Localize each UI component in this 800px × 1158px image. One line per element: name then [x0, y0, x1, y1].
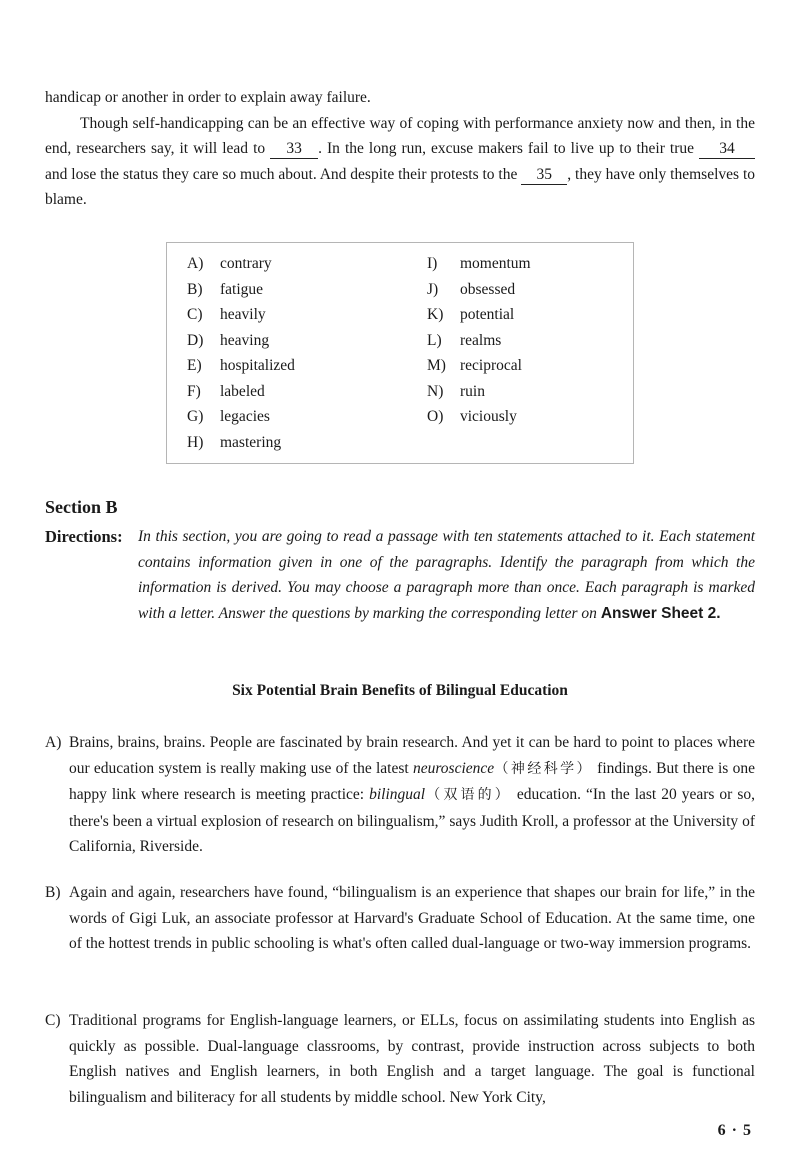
word-bank-item — [187, 277, 295, 303]
option-word: hospitalized — [220, 357, 295, 374]
glossed-term: bilingual — [369, 786, 426, 803]
option-letter: J) — [427, 280, 439, 298]
option-letter: L) — [427, 331, 442, 349]
word-bank-right-column — [427, 251, 531, 430]
intro-text-c: and lose the status they care so much about. And despite their protests to the — [45, 165, 522, 183]
option-word: viciously — [460, 408, 517, 425]
paragraph-text: findings. But there is one happy link where research is meeting practice: — [69, 759, 755, 803]
paragraph-text: Again and again, researchers have found, “bilingualism is an experience that shapes our brain for life,” in the words of Gigi Luk, an associate professor at Harvard's Graduate School of Education. At the same time, one of the hottest trends in public schooling is what's often called dual-language or two-way immersion programs. — [69, 884, 755, 952]
blank-35: 35 — [521, 166, 567, 185]
word-bank-item — [187, 430, 295, 456]
chinese-gloss: （双语的） — [425, 787, 512, 803]
intro-text-a: Though self-handicapping can be an effective way of coping with performance anxiety now and then, in the end, researchers say, it will lead to — [45, 114, 755, 157]
option-letter: M) — [427, 357, 446, 374]
option-word: obsessed — [460, 280, 516, 298]
option-letter: E) — [187, 357, 202, 374]
section-title: Section B — [45, 497, 118, 517]
option-word: potential — [460, 306, 515, 323]
word-bank-item — [187, 328, 295, 354]
word-bank-item — [187, 353, 295, 379]
word-bank-item — [187, 379, 295, 405]
option-word: contrary — [220, 255, 272, 272]
option-letter: C) — [187, 306, 203, 323]
paragraph-b — [45, 880, 755, 957]
paragraph-text: Brains, brains, brains. People are fascinated by brain research. And yet it can be hard to point to places where our education system is really making use of the latest — [69, 734, 755, 777]
option-letter: B) — [187, 280, 203, 298]
intro-passage — [45, 85, 755, 213]
paragraph-c — [45, 1008, 755, 1110]
directions-label: Directions: — [45, 527, 123, 546]
word-bank-left-column — [187, 251, 295, 455]
word-bank-item — [187, 251, 295, 277]
option-letter: K) — [427, 306, 444, 323]
word-bank-box — [166, 242, 634, 464]
option-letter: F) — [187, 382, 201, 400]
word-bank-item — [427, 353, 531, 379]
option-letter: A) — [187, 255, 204, 272]
option-letter: H) — [187, 433, 204, 451]
option-letter: G) — [187, 408, 204, 425]
option-word: fatigue — [220, 280, 264, 298]
intro-paragraph — [45, 111, 755, 213]
intro-text-d: , they have only themselves to blame. — [45, 165, 756, 208]
glossed-term: neuroscience — [412, 759, 495, 777]
directions-body: In this section, you are going to read a passage with ten statements attached to it. Each statement contains information given in one of the paragraphs. Identify the paragraph from which the information is derived. You may choose a paragraph more than once. Each paragraph is marked with a letter. Answer the questions by marking the corresponding letter on — [138, 528, 755, 622]
article-title: Six Potential Brain Benefits of Bilingual Education — [232, 682, 568, 699]
blank-34: 34 — [699, 140, 755, 159]
blank-33: 33 — [270, 140, 318, 159]
word-bank-item — [187, 302, 295, 328]
intro-text-b: . In the long run, excuse makers fail to live up to their true — [318, 140, 699, 157]
word-bank-item — [427, 251, 531, 277]
paragraph-letter: A) — [45, 734, 62, 751]
chinese-gloss: （神经科学） — [494, 760, 593, 777]
word-bank-item — [427, 379, 531, 405]
option-letter: N) — [427, 382, 444, 400]
paragraph-a — [45, 730, 755, 860]
paragraph-text: education. “In the last 20 years or so, there's been a virtual explosion of research on bilingualism,” says Judith Kroll, a professor at the University of California, Riverside. — [69, 786, 755, 855]
directions-text — [138, 524, 755, 626]
paragraph-letter: C) — [45, 1012, 61, 1029]
option-word: heaving — [220, 331, 270, 349]
word-bank-item — [427, 404, 531, 430]
option-word: mastering — [220, 433, 282, 451]
option-letter: I) — [427, 255, 438, 272]
option-word: momentum — [460, 255, 531, 272]
answer-sheet-label: Answer Sheet 2. — [600, 604, 721, 622]
option-word: realms — [460, 331, 502, 349]
word-bank-item — [427, 277, 531, 303]
option-letter: O) — [427, 408, 444, 425]
option-word: ruin — [460, 382, 485, 400]
option-letter: D) — [187, 331, 204, 349]
page-number: 6 · 5 — [717, 1122, 752, 1139]
option-word: heavily — [220, 306, 266, 323]
intro-line-1: handicap or another in order to explain away failure. — [45, 89, 371, 106]
paragraph-text: Traditional programs for English-language learners, or ELLs, focus on assimilating students into English as quickly as possible. Dual-language classrooms, by contrast, provide instruction across subjects to both English natives and English learners, in both English and a target language. The goal is functional bilingualism and biliteracy for all students by middle school. New York City, — [69, 1012, 755, 1106]
option-word: labeled — [220, 382, 265, 400]
word-bank-item — [427, 328, 531, 354]
option-word: legacies — [220, 408, 270, 425]
option-word: reciprocal — [460, 357, 522, 374]
word-bank-item — [187, 404, 295, 430]
word-bank-item — [427, 302, 531, 328]
paragraph-letter: B) — [45, 884, 61, 901]
